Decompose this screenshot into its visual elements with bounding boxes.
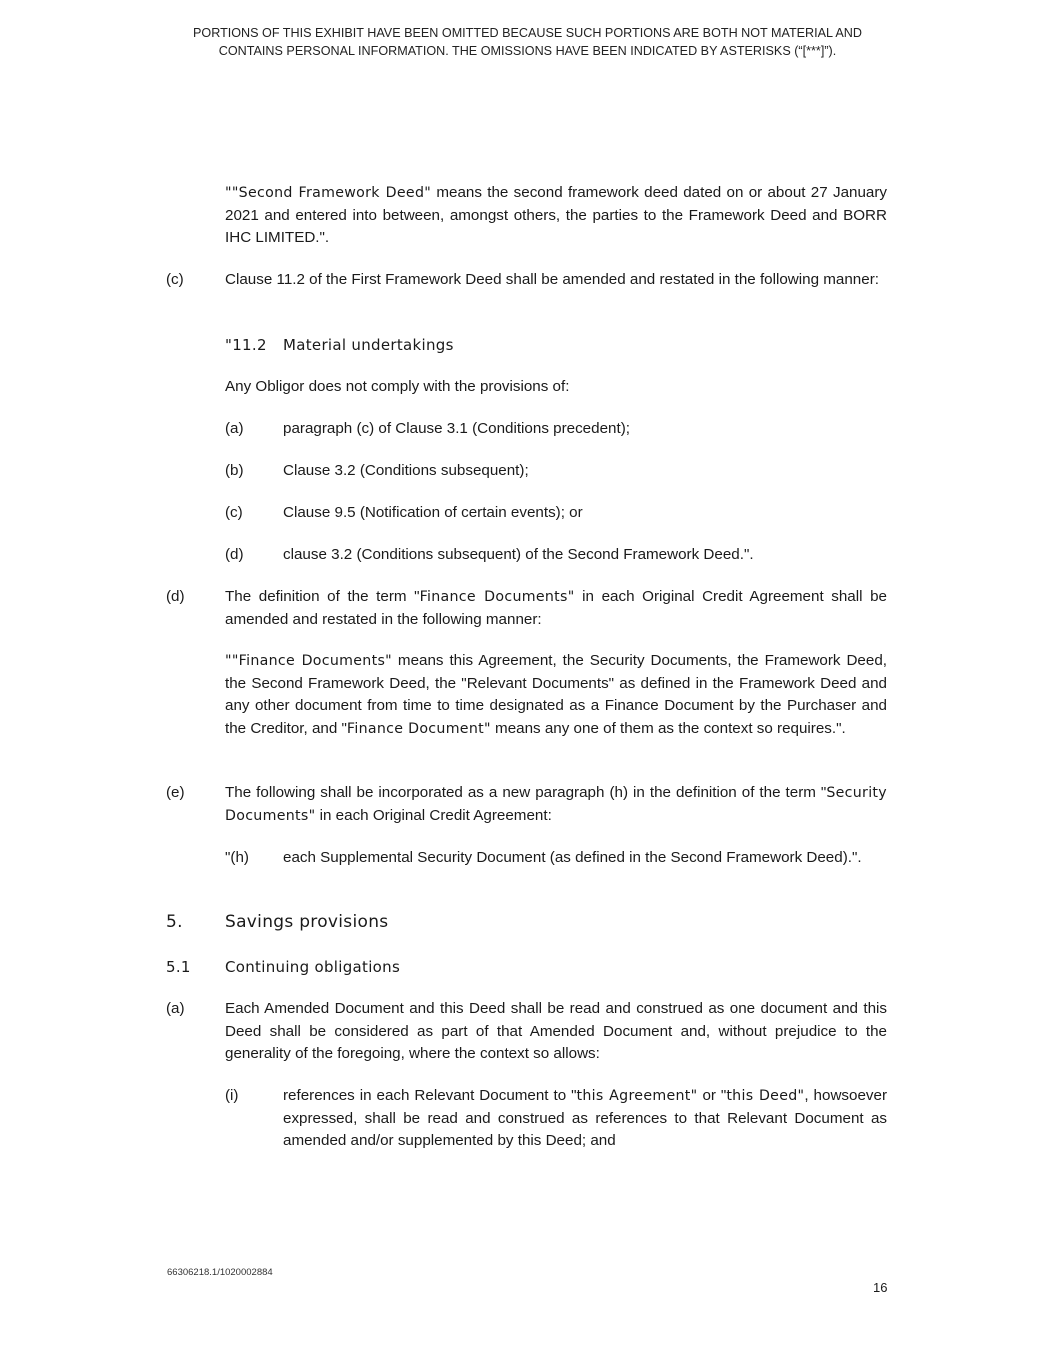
paragraph-h: each Supplemental Security Document (as defined in the Second Framework Deed).". [283, 849, 862, 866]
page-number: 16 [873, 1280, 888, 1295]
second-framework-deed-definition: ""Second Framework Deed" means the second framework deed dated on or about 27 January 2021 and entered into between, amongst others, the parties to the Framework Deed and BORR IHC LIMITED.". [225, 184, 888, 246]
defined-term: Security Documents" [225, 785, 887, 824]
defined-term: ""Second Framework Deed" [225, 185, 432, 201]
item-5-1-a-text: Each Amended Document and this Deed shall be read and construed as one document and this Deed shall be considered as part of that Amended Document and, without prejudice to the generality of the foregoing, where the context so allows: [225, 1000, 887, 1062]
defined-term: this Deed" [726, 1088, 805, 1104]
defined-term: Finance Documents" [419, 589, 575, 605]
defined-term: this Agreement" [576, 1088, 698, 1104]
item-e-text: The following shall be incorporated as a new paragraph (h) in the definition of the term "Security Documents" in each Original Credit Agreement: [225, 784, 887, 824]
item-d-text: The definition of the term "Finance Documents" in each Original Credit Agreement shall be amended and restated in the following manner: [225, 588, 888, 628]
sub-item-text: Clause 3.2 (Conditions subsequent); [283, 462, 529, 479]
sub-item-label: (b) [225, 462, 244, 479]
clause-11-2-number: "11.2 [225, 336, 267, 354]
item-d-label: (d) [166, 588, 185, 605]
document-reference: 66306218.1/1020002884 [167, 1267, 273, 1278]
clause-11-2-title: Material undertakings [283, 336, 454, 354]
sub-item-text: clause 3.2 (Conditions subsequent) of the Second Framework Deed.". [283, 546, 754, 563]
section-5-number: 5. [166, 912, 183, 932]
sub-item-label: (c) [225, 504, 243, 521]
sub-item-text: Clause 9.5 (Notification of certain events); or [283, 504, 583, 521]
item-5-1-a-i-label: (i) [225, 1087, 239, 1104]
section-5-title: Savings provisions [225, 912, 389, 932]
item-e-label: (e) [166, 784, 185, 801]
item-5-1-a-i-text: references in each Relevant Document to "this Agreement" or "this Deed", howsoever expressed, shall be read and construed as references to that Relevant Document as amended and/or supplemented by this Deed; and [283, 1087, 888, 1149]
omission-notice-line-2: CONTAINS PERSONAL INFORMATION. THE OMISSIONS HAVE BEEN INDICATED BY ASTERISKS (“[***]”). [218, 44, 837, 58]
omission-notice [0, 24, 1055, 60]
clause-5-1-number: 5.1 [166, 958, 191, 976]
item-c-text: Clause 11.2 of the First Framework Deed shall be amended and restated in the following manner: [225, 271, 879, 288]
paragraph-h-label: "(h) [225, 849, 249, 866]
omission-notice-line-1: PORTIONS OF THIS EXHIBIT HAVE BEEN OMITTED BECAUSE SUCH PORTIONS ARE BOTH NOT MATERIAL AND [193, 26, 862, 40]
clause-11-2-intro: Any Obligor does not comply with the provisions of: [225, 378, 570, 395]
finance-documents-definition: ""Finance Documents" means this Agreement, the Security Documents, the Framework Deed, the Second Framework Deed, the "Relevant Documents" as defined in the Framework Deed and any other document from time to time designated as a Finance Document by the Purchaser and the Creditor, and "Finance Document" means any one of them as the context so requires.". [225, 652, 887, 737]
sub-item-label: (a) [225, 420, 244, 437]
defined-term: ""Finance Documents" [225, 653, 392, 669]
sub-item-text: paragraph (c) of Clause 3.1 (Conditions precedent); [283, 420, 630, 437]
item-c-label: (c) [166, 271, 184, 288]
defined-term: Finance Document" [346, 720, 491, 737]
item-5-1-a-label: (a) [166, 1000, 185, 1017]
sub-item-label: (d) [225, 546, 244, 563]
clause-5-1-title: Continuing obligations [225, 958, 401, 976]
